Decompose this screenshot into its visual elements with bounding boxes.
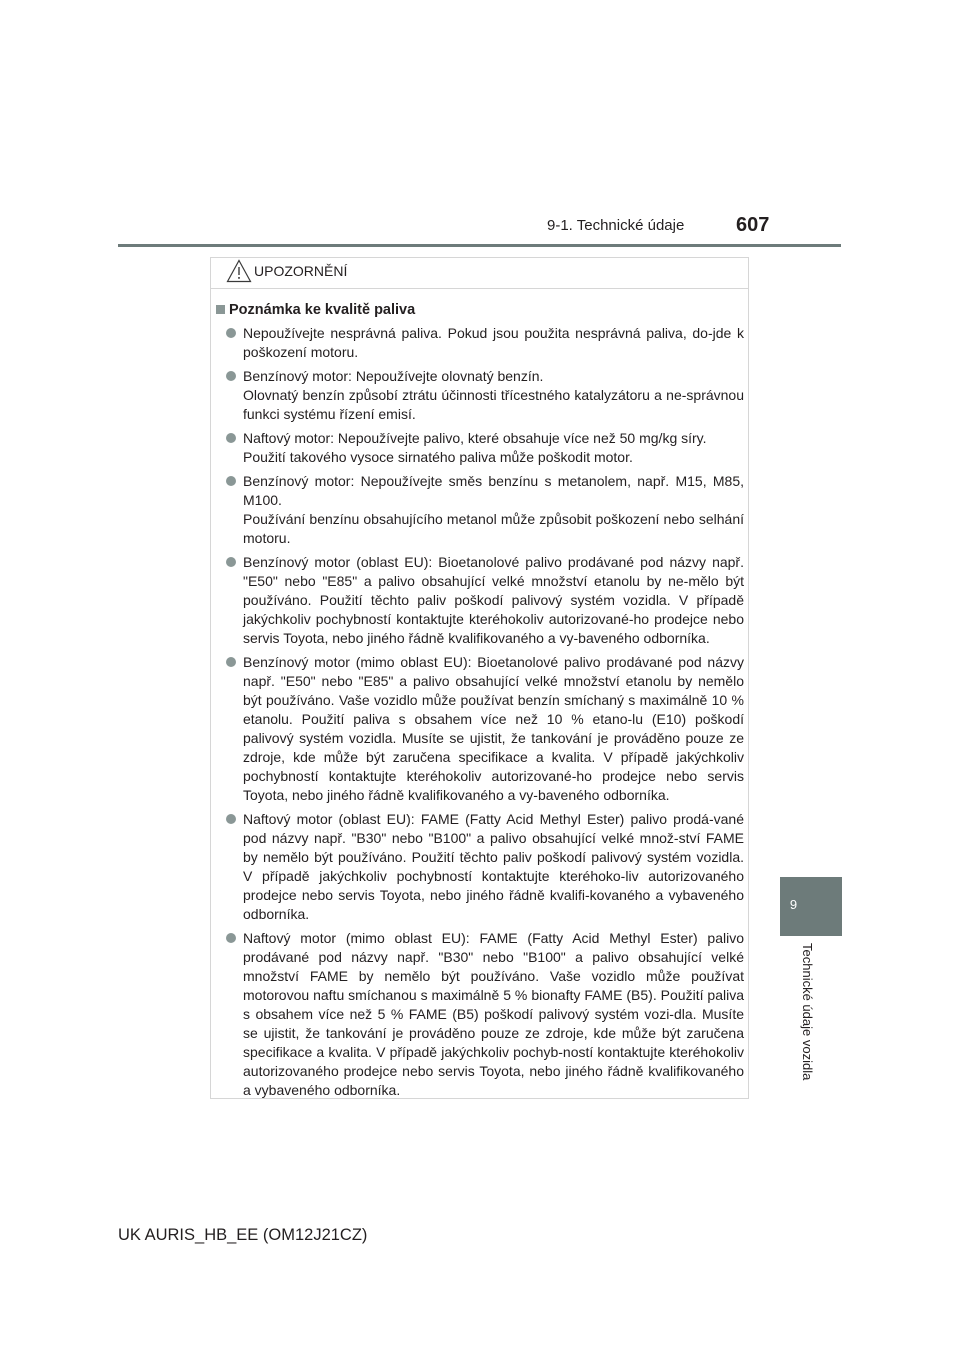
warning-title: UPOZORNĚNÍ <box>254 263 348 279</box>
list-item-text: Benzínový motor (mimo oblast EU): Bioetanolové palivo prodávané pod názvy např. "E50" nebo "E85" a palivo obsahující velké množství etanolu by nemělo být používáno. Vaše vozidlo může používat benzín smíchaný s maximálně 10 % etanolu. Použití paliva s obsahem více než 10 % etano-lu (E10) poškodí palivový systém vozidla. Musíte se ujistit, že tankování je prováděno pouze ze zdroje, kde může být zaručena specifikace a kvalita. V případě jakýchkoliv pochybností kontaktujte kteréhokoliv autorizované-ho prodejce nebo servis Toyota, nebo jiného řádně kvalifikovaného a vy-baveného odborníka. <box>243 654 744 803</box>
list-item <box>226 929 744 1100</box>
header-divider <box>118 244 841 247</box>
section-header: 9-1. Technické údaje <box>547 217 685 234</box>
list-item-text: Naftový motor (oblast EU): FAME (Fatty Acid Methyl Ester) palivo prodá-vané pod názvy např. "B30" nebo "B100" a palivo obsahující velké množ-ství FAME by nemělo být používáno. Použití těchto paliv poškodí palivový systém vozidla. V případě jakýchkoliv pochybností kontaktujte kteréhoko-liv autorizovaného prodejce nebo servis Toyota, nebo jiného řádně kvalifi-kovaného a vybaveného odborníka. <box>243 811 744 922</box>
round-bullet-icon <box>226 371 236 381</box>
warning-triangle-icon <box>226 259 252 283</box>
list-item <box>226 429 744 467</box>
list-item-text: Benzínový motor (oblast EU): Bioetanolové palivo prodávané pod názvy např. "E50" nebo "E85" a palivo obsahující velké množství etanolu by ne-mělo být používáno. Použití těchto paliv poškodí palivový systém vozidla. V případě jakýchkoliv pochybností kontaktujte kteréhokoliv autorizované-ho prodejce nebo servis Toyota, nebo jiného řádně kvalifikovaného a vy-baveného odborníka. <box>243 554 744 646</box>
list-item-text: Benzínový motor: Nepoužívejte olovnatý benzín. <box>243 368 544 384</box>
list-item <box>226 553 744 648</box>
footer-model: UK AURIS_HB_EE (OM12J21CZ) <box>118 1226 368 1244</box>
list-item-text: Benzínový motor: Nepoužívejte směs benzínu s metanolem, např. M15, M85, M100. <box>243 473 744 508</box>
section-title <box>216 302 415 318</box>
list-item <box>226 324 744 362</box>
round-bullet-icon <box>226 657 236 667</box>
warning-header <box>211 258 748 289</box>
list-item-text: Používání benzínu obsahujícího metanol může způsobit poškození nebo selhání motoru. <box>243 511 744 546</box>
list-item-text: Použití takového vysoce sirnatého paliva může poškodit motor. <box>243 449 633 465</box>
round-bullet-icon <box>226 433 236 443</box>
list-item <box>226 472 744 548</box>
square-bullet-icon <box>216 305 225 314</box>
list-item-text: Nepoužívejte nesprávná paliva. Pokud jsou použita nesprávná paliva, do-jde k poškození motoru. <box>243 325 744 360</box>
chapter-side-label <box>801 943 815 1103</box>
list-item-text: Naftový motor: Nepoužívejte palivo, které obsahuje více než 50 mg/kg síry. <box>243 430 707 446</box>
page-number: 607 <box>736 214 770 236</box>
section-title-text: Poznámka ke kvalitě paliva <box>229 302 416 318</box>
chapter-number: 9 <box>789 897 798 912</box>
list-item-text: Naftový motor (mimo oblast EU): FAME (Fatty Acid Methyl Ester) palivo prodávané pod názvy např. "B30" nebo "B100" a palivo obsahující velké množství FAME by nemělo být používáno. Vaše vozidlo může používat motorovou naftu smíchanou s maximálně 5 % bionafty FAME (B5). Použití paliva s obsahem více než 5 % FAME (B5) poškodí palivový systém vozi-dla. Musíte se ujistit, že tankování je prováděno pouze ze zdroje, kde může být zaručena specifikace a kvalita. V případě jakýchkoliv pochyb-ností kontaktujte kteréhokoliv autorizovaného prodejce nebo servis Toyota, nebo jiného řádně kvalifikovaného a vybaveného odborníka. <box>243 930 744 1098</box>
warning-item-list <box>226 324 744 1105</box>
round-bullet-icon <box>226 933 236 943</box>
warning-box <box>210 257 749 1099</box>
round-bullet-icon <box>226 476 236 486</box>
list-item-text: Olovnatý benzín způsobí ztrátu účinnosti třícestného katalyzátoru a ne-správnou funkci systému řízení emisí. <box>243 387 744 422</box>
round-bullet-icon <box>226 814 236 824</box>
list-item <box>226 653 744 805</box>
chapter-title: Technické údaje vozidla <box>800 943 815 1081</box>
list-item <box>226 810 744 924</box>
round-bullet-icon <box>226 328 236 338</box>
list-item <box>226 367 744 424</box>
round-bullet-icon <box>226 557 236 567</box>
